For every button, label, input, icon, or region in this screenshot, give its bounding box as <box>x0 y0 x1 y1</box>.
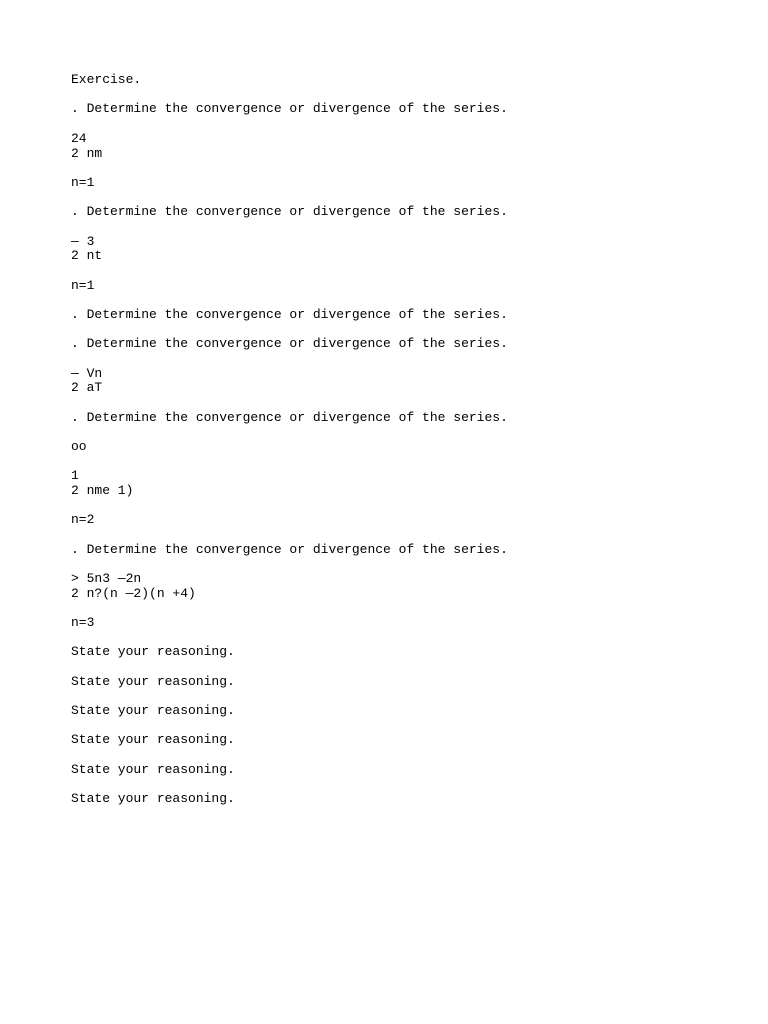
reasoning-line-6: State your reasoning. <box>71 791 235 806</box>
problem-5-index: n=2 <box>71 512 95 527</box>
problem-5-series-line-2: 2 nme 1) <box>71 483 134 498</box>
reasoning-line-3: State your reasoning. <box>71 703 235 718</box>
problem-4-prompt: . Determine the convergence or divergence of the series. <box>71 336 508 351</box>
problem-2-prompt: . Determine the convergence or divergence of the series. <box>71 204 508 219</box>
problem-2-series-line-2: 2 nt <box>71 248 103 263</box>
problem-5-prompt: . Determine the convergence or divergence of the series. <box>71 410 508 425</box>
problem-6-series-line-2: 2 n?(n —2)(n +4) <box>71 586 196 601</box>
problem-1-series-line-2: 2 nm <box>71 146 103 161</box>
problem-6-series-line-1: > 5n3 —2n <box>71 571 142 586</box>
problem-6-prompt: . Determine the convergence or divergence of the series. <box>71 542 508 557</box>
reasoning-line-5: State your reasoning. <box>71 762 235 777</box>
problem-5-series-line-1: 1 <box>71 468 79 483</box>
problem-1-index: n=1 <box>71 175 95 190</box>
problem-4-series-line-2: 2 aT <box>71 380 103 395</box>
problem-1-prompt: . Determine the convergence or divergence of the series. <box>71 101 508 116</box>
reasoning-line-2: State your reasoning. <box>71 674 235 689</box>
problem-1-series-line-1: 24 <box>71 131 87 146</box>
reasoning-line-1: State your reasoning. <box>71 644 235 659</box>
problem-2-series-line-1: — 3 <box>71 234 95 249</box>
problem-6-index: n=3 <box>71 615 95 630</box>
problem-2-index: n=1 <box>71 278 95 293</box>
problem-5-series-symbol: oo <box>71 439 87 454</box>
problem-4-series-line-1: — Vn <box>71 366 103 381</box>
reasoning-line-4: State your reasoning. <box>71 732 235 747</box>
problem-3-prompt: . Determine the convergence or divergence of the series. <box>71 307 508 322</box>
document-heading: Exercise. <box>71 72 142 87</box>
